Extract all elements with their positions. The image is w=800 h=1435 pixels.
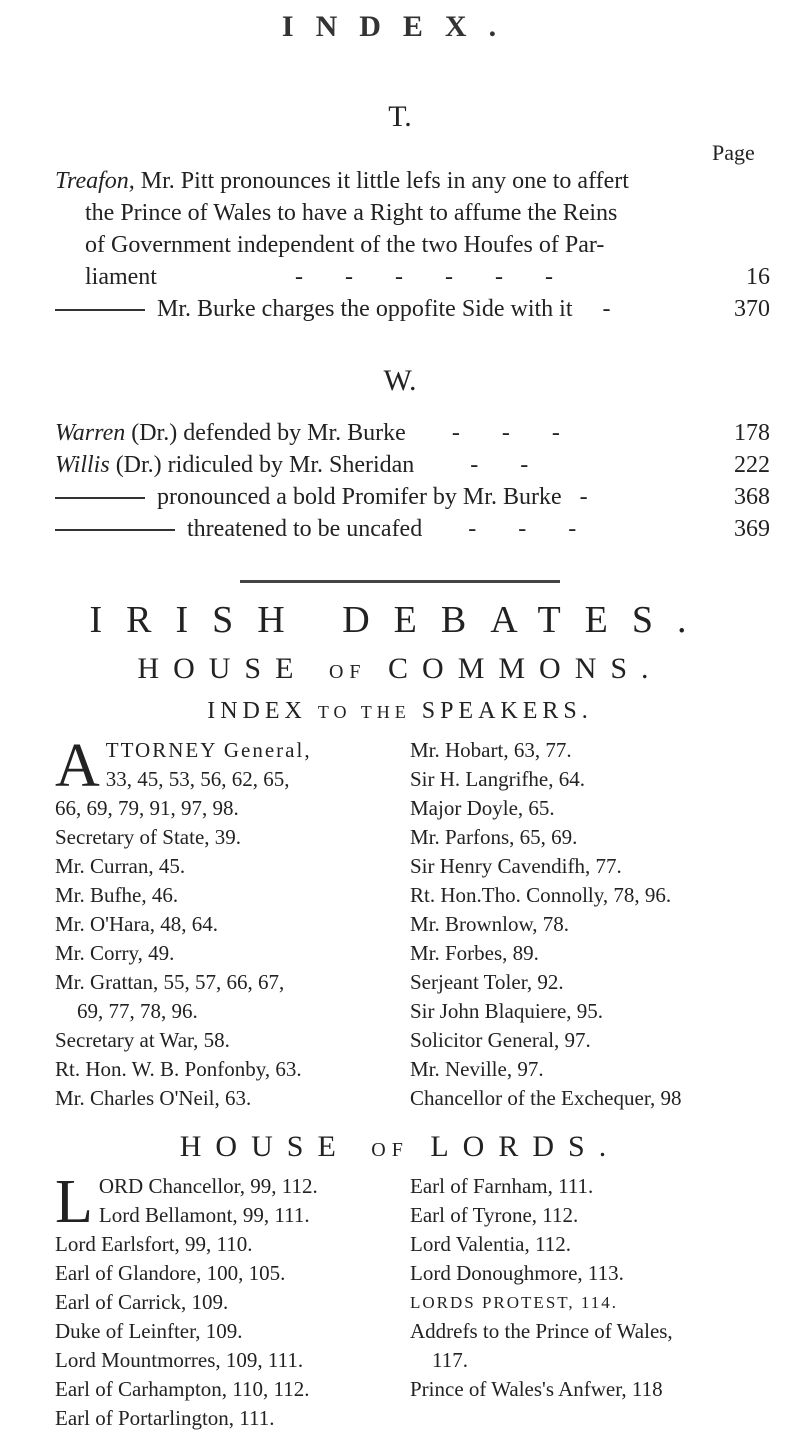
list-item: Major Doyle, 65. [410,796,555,820]
list-item: Addrefs to the Prince of Wales, [410,1319,673,1343]
page-number: 368 [734,484,770,510]
index-entry [55,420,578,447]
entry-text: pronounced a bold Promifer by Mr. Burke [157,484,562,510]
page-number: 222 [734,452,770,478]
list-item: Solicitor General, 97. [410,1028,591,1052]
leader-dots: - - - - - - [295,264,571,290]
house-word: HOUSE [137,652,308,685]
entry-text: liament [85,264,157,290]
section-letter-w: W. [383,364,417,397]
page-column-label: Page [712,140,755,165]
ditto-rule [55,497,145,499]
ditto-rule [55,309,145,311]
lords-speakers-right [410,1172,790,1404]
irish-debates-title: IRISH DEBATES. [89,599,711,641]
entry-key: Treafon, [55,168,135,194]
list-item: 66, 69, 79, 91, 97, 98. [55,796,239,820]
running-head: INDEX. [281,10,519,43]
index-subentry [55,296,611,323]
house-of-commons-heading [0,652,800,686]
list-item: Mr. Charles O'Neil, 63. [55,1086,252,1110]
list-item-protest: LORDS PROTEST, 114. [410,1293,619,1312]
lords-speakers-left [55,1168,400,1433]
leader-dots: - [602,296,611,322]
house-of-lords-heading [0,1130,800,1164]
section-rule [240,580,560,583]
section-letter-t: T. [388,100,412,133]
list-item: 69, 77, 78, 96. [77,999,198,1023]
entry-key: Warren [55,420,126,446]
list-item: 33, 45, 53, 56, 62, 65, [105,767,290,791]
list-item: Lord Valentia, 112. [410,1232,571,1256]
list-item: Mr. Neville, 97. [410,1057,544,1081]
list-item: Earl of Glandore, 100, 105. [55,1261,286,1285]
entry-key: Willis [55,452,110,478]
leader-dots: - [579,484,588,510]
index-to-speakers [0,698,800,725]
commons-speakers-right [410,736,790,1113]
index-entry-continuation: the Prince of Wales to have a Right to affume the Reins [85,200,618,226]
list-item: Rt. Hon.Tho. Connolly, 78, 96. [410,883,672,907]
list-item: Mr. Hobart, 63, 77. [410,738,572,762]
list-item: Mr. Corry, 49. [55,941,175,965]
index-entry [55,168,629,195]
list-item: Sir John Blaquiere, 95. [410,999,604,1023]
list-item: ORD Chancellor, 99, 112. [98,1174,318,1198]
list-item: Secretary of State, 39. [55,825,242,849]
speakers-word: SPEAKERS. [421,698,593,724]
entry-text: Mr. Pitt pronounces it little lefs in any one to affert [140,168,629,194]
drop-cap: L [55,1168,93,1236]
list-item: 117. [432,1348,468,1372]
list-item: Mr. Brownlow, 78. [410,912,570,936]
list-item: Mr. Bufhe, 46. [55,883,179,907]
entry-text: (Dr.) ridiculed by Mr. Sheridan [115,452,415,478]
index-word: INDEX [207,698,307,724]
list-item: Mr. Grattan, 55, 57, 66, 67, [55,970,285,994]
list-item: Prince of Wales's Anfwer, 118 [410,1377,663,1401]
entry-text: Mr. Burke charges the oppofite Side with it [157,296,573,322]
list-item: Earl of Farnham, 111. [410,1174,594,1198]
house-word: HOUSE [179,1130,350,1163]
list-item: Mr. Curran, 45. [55,854,186,878]
list-item: Earl of Tyrone, 112. [410,1203,579,1227]
list-item: Serjeant Toler, 92. [410,970,564,994]
list-item: Earl of Carhampton, 110, 112. [55,1377,310,1401]
index-entry [55,452,546,479]
to-the-word: TO THE [317,702,411,722]
entry-text: (Dr.) defended by Mr. Burke [131,420,406,446]
list-item: Mr. Forbes, 89. [410,941,539,965]
lords-word: LORDS. [430,1130,621,1163]
list-item: Mr. Parfons, 65, 69. [410,825,578,849]
list-item: Lord Earlsfort, 99, 110. [55,1232,253,1256]
leader-dots: - - [470,452,547,478]
leader-dots: - - - [468,516,595,542]
list-item: Rt. Hon. W. B. Ponfonby, 63. [55,1057,302,1081]
list-item: Mr. O'Hara, 48, 64. [55,912,219,936]
entry-text: threatened to be uncafed [187,516,423,542]
list-item: Earl of Carrick, 109. [55,1290,229,1314]
of-word: OF [328,661,367,683]
commons-word: COMMONS. [388,652,663,685]
index-entry-continuation [85,264,765,291]
index-entry-continuation: of Government independent of the two Houfes of Par- [85,232,605,258]
list-item: Sir H. Langrifhe, 64. [410,767,585,791]
page-number: 370 [734,296,770,322]
index-subentry [55,516,594,543]
list-item: Chancellor of the Exchequer, 98 [410,1086,682,1110]
leader-dots: - - - [451,420,578,446]
list-item: Secretary at War, 58. [55,1028,230,1052]
of-word: OF [371,1139,409,1161]
list-item: Lord Donoughmore, 113. [410,1261,624,1285]
page-number: 16 [746,264,770,290]
list-item: Lord Bellamont, 99, 111. [98,1203,310,1227]
list-item: TTORNEY General, [105,738,312,762]
list-item: Earl of Portarlington, 111. [55,1406,275,1430]
list-item: Lord Mountmorres, 109, 111. [55,1348,304,1372]
drop-cap: A [55,732,100,800]
list-item: Sir Henry Cavendifh, 77. [410,854,622,878]
list-item: Duke of Leinfter, 109. [55,1319,243,1343]
page-number: 369 [734,516,770,542]
page-number: 178 [734,420,770,446]
index-subentry [55,484,588,511]
ditto-rule [55,529,175,531]
commons-speakers-left [55,732,400,1113]
